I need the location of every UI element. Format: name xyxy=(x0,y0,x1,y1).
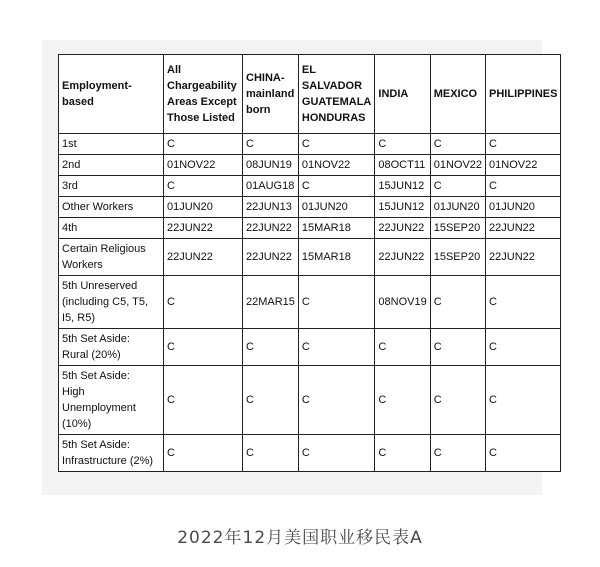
cell-value: C xyxy=(164,276,243,329)
table-row-certain-religious-workers xyxy=(59,239,561,276)
cell-value: C xyxy=(375,134,430,155)
cell-value: C xyxy=(243,134,299,155)
cell-value: C xyxy=(486,435,561,472)
cell-value: 01JUN20 xyxy=(298,197,374,218)
cell-value: 01NOV22 xyxy=(164,155,243,176)
cell-value: 08NOV19 xyxy=(375,276,430,329)
cell-value: C xyxy=(486,329,561,366)
cell-value: 01NOV22 xyxy=(486,155,561,176)
cell-value: C xyxy=(375,435,430,472)
table-row-other-workers xyxy=(59,197,561,218)
table-row-3rd xyxy=(59,176,561,197)
cell-value: C xyxy=(164,329,243,366)
row-label: Certain Religious Workers xyxy=(59,239,164,276)
cell-value: C xyxy=(298,134,374,155)
table-header-row xyxy=(59,55,561,134)
cell-value: C xyxy=(164,366,243,435)
cell-value: C xyxy=(298,435,374,472)
cell-value: 08JUN19 xyxy=(243,155,299,176)
row-label: Other Workers xyxy=(59,197,164,218)
cell-value: 22JUN22 xyxy=(164,239,243,276)
cell-value: 01JUN20 xyxy=(486,197,561,218)
cell-value: 22JUN22 xyxy=(486,239,561,276)
cell-value: C xyxy=(430,329,485,366)
cell-value: 15JUN12 xyxy=(375,176,430,197)
cell-value: C xyxy=(430,435,485,472)
table-row-5th-set-aside-infrastructure xyxy=(59,435,561,472)
cell-value: C xyxy=(486,134,561,155)
row-label: 5th Set Aside: Rural (20%) xyxy=(59,329,164,366)
row-label: 2nd xyxy=(59,155,164,176)
cell-value: C xyxy=(486,176,561,197)
table-row-4th xyxy=(59,218,561,239)
cell-value: 08OCT11 xyxy=(375,155,430,176)
cell-value: C xyxy=(243,329,299,366)
table-row-5th-set-aside-high-unemployment xyxy=(59,366,561,435)
cell-value: C xyxy=(164,435,243,472)
cell-value: C xyxy=(243,435,299,472)
cell-value: C xyxy=(430,366,485,435)
cell-value: 22MAR15 xyxy=(243,276,299,329)
cell-value: C xyxy=(486,366,561,435)
cell-value: 22JUN22 xyxy=(375,218,430,239)
cell-value: 15MAR18 xyxy=(298,239,374,276)
table-row-1st xyxy=(59,134,561,155)
cell-value: 01NOV22 xyxy=(298,155,374,176)
table-row-2nd xyxy=(59,155,561,176)
cell-value: 15SEP20 xyxy=(430,218,485,239)
cell-value: C xyxy=(243,366,299,435)
cell-value: 01NOV22 xyxy=(430,155,485,176)
cell-value: C xyxy=(298,276,374,329)
table-row-5th-set-aside-rural xyxy=(59,329,561,366)
cell-value: 01JUN20 xyxy=(430,197,485,218)
cell-value: C xyxy=(298,329,374,366)
cell-value: 15MAR18 xyxy=(298,218,374,239)
cell-value: 22JUN22 xyxy=(375,239,430,276)
header-employment-based: Employment- based xyxy=(59,55,164,134)
cell-value: 22JUN13 xyxy=(243,197,299,218)
cell-value: 22JUN22 xyxy=(164,218,243,239)
cell-value: 15SEP20 xyxy=(430,239,485,276)
row-label: 3rd xyxy=(59,176,164,197)
row-label: 5th Set Aside: High Unemployment (10%) xyxy=(59,366,164,435)
row-label: 5th Set Aside: Infrastructure (2%) xyxy=(59,435,164,472)
cell-value: 22JUN22 xyxy=(243,239,299,276)
cell-value: C xyxy=(375,329,430,366)
cell-value: C xyxy=(486,276,561,329)
table-row-5th-unreserved xyxy=(59,276,561,329)
cell-value: C xyxy=(430,176,485,197)
cell-value: C xyxy=(298,176,374,197)
cell-value: 15JUN12 xyxy=(375,197,430,218)
cell-value: C xyxy=(375,366,430,435)
row-label: 1st xyxy=(59,134,164,155)
cell-value: C xyxy=(164,134,243,155)
cell-value: 22JUN22 xyxy=(486,218,561,239)
row-label: 5th Unreserved (including C5, T5, I5, R5) xyxy=(59,276,164,329)
header-el-salvador-guatemala-honduras: EL SALVADOR GUATEMALA HONDURAS xyxy=(298,55,374,134)
header-all-chargeability: All Chargeability Areas Except Those Listed xyxy=(164,55,243,134)
header-india: INDIA xyxy=(375,55,430,134)
row-label: 4th xyxy=(59,218,164,239)
cell-value: 22JUN22 xyxy=(243,218,299,239)
header-mexico: MEXICO xyxy=(430,55,485,134)
header-china: CHINA- mainland born xyxy=(243,55,299,134)
cell-value: C xyxy=(430,276,485,329)
cell-value: C xyxy=(164,176,243,197)
cell-value: 01JUN20 xyxy=(164,197,243,218)
cell-value: C xyxy=(298,366,374,435)
cell-value: C xyxy=(430,134,485,155)
image-caption: 2022年12月美国职业移民表A xyxy=(177,528,423,548)
visa-bulletin-table xyxy=(58,54,561,472)
cell-value: 01AUG18 xyxy=(243,176,299,197)
header-philippines: PHILIPPINES xyxy=(486,55,561,134)
